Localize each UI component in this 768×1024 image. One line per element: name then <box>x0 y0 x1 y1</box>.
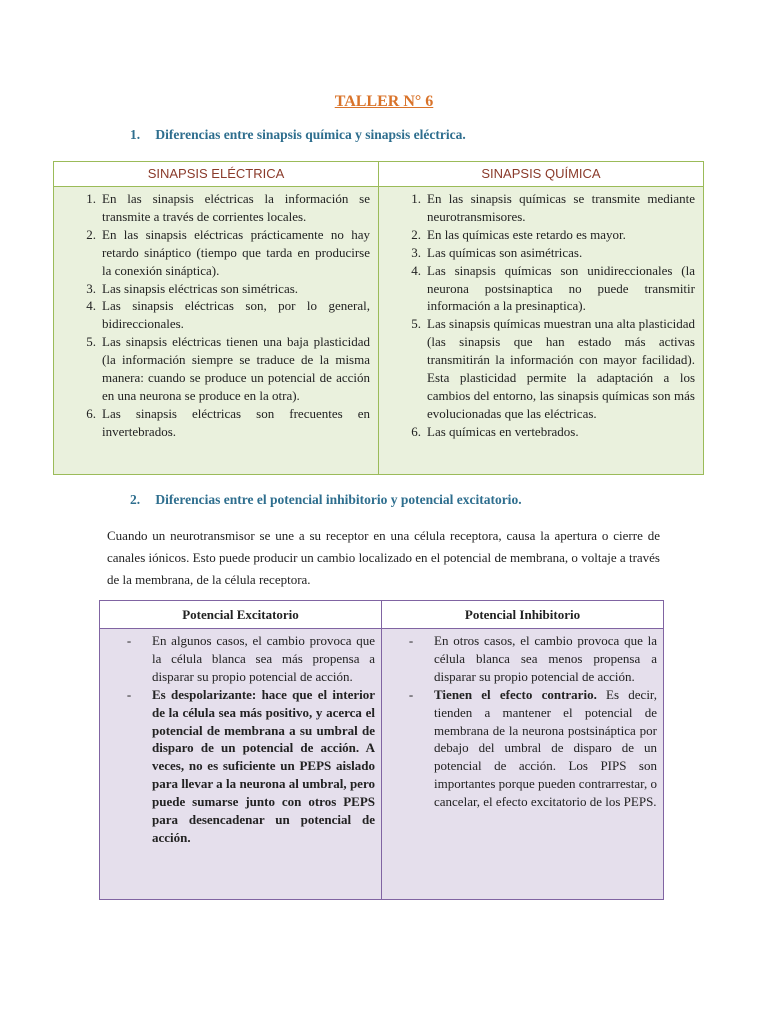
section-2-text: Diferencias entre el potencial inhibitorio y potencial excitatorio. <box>155 492 522 507</box>
inhibitorio-list <box>388 632 657 811</box>
list-item-number: 1. <box>86 191 96 206</box>
list-item-text: En las sinapsis eléctricas la información se transmite a través de corrientes locales. <box>102 191 370 224</box>
list-item-text: Las químicas en vertebrados. <box>427 423 579 439</box>
quimica-column <box>379 187 703 474</box>
list-item-text: Las sinapsis químicas muestran una alta plasticidad (las sinapsis que han estado más activas transmitirán la información con mayor facilidad). Esta plasticidad permite la adaptación a los cambios del entorno, las sinapsis químicas son más evolucionadas que las eléctricas. <box>427 316 695 421</box>
list-item <box>388 686 657 811</box>
synapse-table-header <box>54 162 703 187</box>
regular-text: En algunos casos, el cambio provoca que la célula blanca sea más propensa a disparar su propio potencial de acción. <box>152 633 375 684</box>
list-item-number: 5. <box>86 334 96 350</box>
list-item-text: En las sinapsis químicas se transmite mediante neurotransmisores. <box>427 191 695 224</box>
header-electrica: SINAPSIS ELÉCTRICA <box>54 162 379 186</box>
list-item-number: 6. <box>411 423 421 439</box>
header-quimica: SINAPSIS QUÍMICA <box>481 166 601 181</box>
list-item-text: Las sinapsis químicas son unidireccionales (la neurona postsinaptica no puede transmitir información a la presinaptica). <box>427 262 695 314</box>
bold-text: Tienen el efecto contrario. <box>434 686 597 702</box>
dash-bullet: - <box>408 633 414 648</box>
regular-text: En otros casos, el cambio provoca que la célula blanca sea menos propensa a disparar su propio potencial de acción. <box>434 633 657 684</box>
dash-bullet: - <box>126 633 132 648</box>
list-item-number: 2. <box>411 226 421 242</box>
list-item-text <box>434 632 657 686</box>
electrica-list <box>62 190 370 441</box>
list-item-text: En las químicas este retardo es mayor. <box>427 226 626 242</box>
document-title: TALLER N° 6 <box>334 93 434 110</box>
bold-text: Es despolarizante: hace que el interior de la célula sea más positivo, y acerca el potencial de membrana a su umbral de disparo de un potencial de acción. A veces, no es suficiente un PEPS aislado para llevar a la neurona al umbral, pero puede sumarse junto con otros PEPS para desencadenar un potencial de acción. <box>152 686 375 845</box>
list-item-text: Las sinapsis eléctricas tienen una baja plasticidad (la información siempre se traduce de la misma manera: cuando se produce un potencial de acción en una neurona se produce en la otra). <box>102 334 370 403</box>
header-inhibitorio: Potencial Inhibitorio <box>464 607 581 622</box>
list-item <box>387 244 695 262</box>
list-item <box>106 632 375 686</box>
list-item <box>387 226 695 244</box>
list-item-number: 1. <box>411 191 421 206</box>
list-item-text: En las sinapsis eléctricas prácticamente no hay retardo sináptico (tiempo que tarda en producirse la conexión sináptica). <box>102 226 370 278</box>
list-item <box>62 190 370 226</box>
list-item-text <box>434 686 657 811</box>
list-item-text: Las sinapsis eléctricas son simétricas. <box>102 280 299 296</box>
potential-comparison-table <box>99 600 664 900</box>
list-item <box>387 315 695 422</box>
list-item-number: 3. <box>411 244 421 260</box>
list-item-number: 5. <box>411 316 421 332</box>
list-item <box>387 190 695 226</box>
header-excitatorio: Potencial Excitatorio <box>100 601 382 628</box>
section-2-heading <box>130 492 522 508</box>
electrica-column <box>54 187 379 474</box>
list-item-text: Las sinapsis eléctricas son, por lo general, bidireccionales. <box>102 298 370 332</box>
list-item-text: Las químicas son asimétricas. <box>427 244 583 260</box>
list-item-text: Las sinapsis eléctricas son frecuentes en invertebrados. <box>102 405 370 439</box>
list-item-number: 6. <box>86 405 96 421</box>
regular-text: Es decir, tienden a mantener el potencial de membrana de la neurona postsináptica por debajo del umbral de disparo de un potencial de acción. Los PIPS son importantes porque pueden contrarrestar, o cancelar, el efecto excitatorio de los PEPS. <box>434 686 657 810</box>
section-1-number: 1. <box>130 127 141 142</box>
potential-table-body <box>100 629 663 899</box>
excitatorio-column <box>100 629 382 899</box>
quimica-list <box>387 190 695 441</box>
list-item <box>62 405 370 441</box>
list-item-number: 3. <box>86 280 96 296</box>
list-item <box>106 686 375 847</box>
dash-bullet: - <box>408 686 414 702</box>
potential-table-header <box>100 601 663 629</box>
list-item <box>62 226 370 280</box>
intro-paragraph: Cuando un neurotransmisor se une a su receptor en una célula receptora, causa la apertura o cierre de canales iónicos. Esto puede producir un cambio localizado en el potencial de membrana, o voltaje a través de la membrana, de la célula receptora. <box>107 528 660 587</box>
list-item <box>62 280 370 298</box>
list-item-number: 4. <box>86 298 96 314</box>
dash-bullet: - <box>126 686 132 702</box>
inhibitorio-column <box>382 629 663 899</box>
list-item <box>387 423 695 441</box>
section-1-heading <box>130 127 466 143</box>
synapse-comparison-table <box>53 161 704 475</box>
section-1-text: Diferencias entre sinapsis química y sinapsis eléctrica. <box>155 127 466 142</box>
list-item-number: 2. <box>86 226 96 242</box>
list-item <box>62 333 370 405</box>
synapse-table-body <box>54 187 703 474</box>
list-item-text <box>152 632 375 686</box>
section-2-number: 2. <box>130 492 141 507</box>
excitatorio-list <box>106 632 375 847</box>
list-item <box>387 262 695 316</box>
list-item-text <box>152 686 375 847</box>
list-item <box>388 632 657 686</box>
list-item-number: 4. <box>411 262 421 278</box>
list-item <box>62 297 370 333</box>
